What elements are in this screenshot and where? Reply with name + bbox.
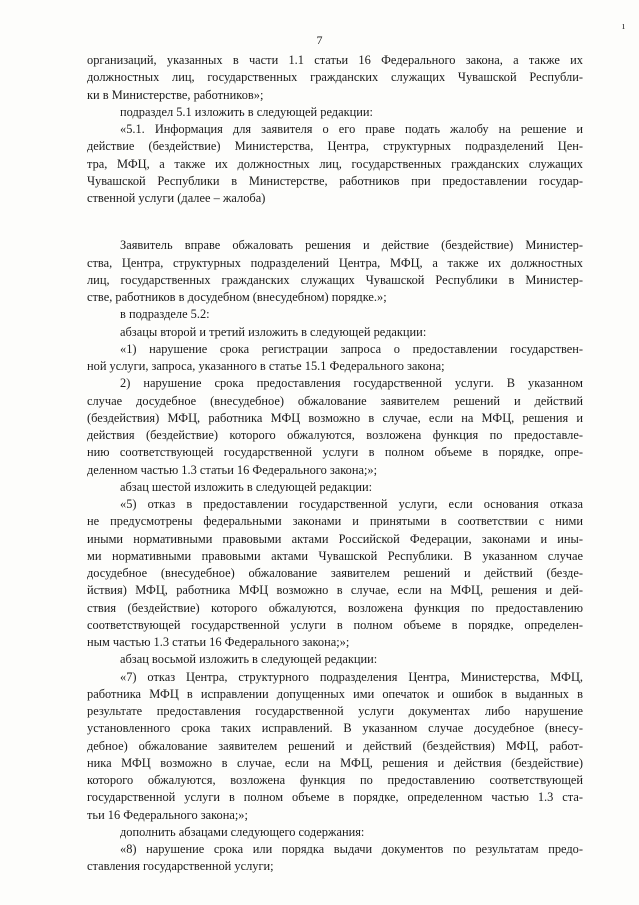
- text-line: 2) нарушение срока предоставления государственной услуги. В указанном: [120, 376, 583, 391]
- text-line: ной услуги, запроса, указанного в статье 15.1 Федерального закона;: [87, 359, 445, 373]
- page-number: 7: [316, 33, 323, 47]
- paragraph-gap: [87, 207, 583, 237]
- text-line: тьи 16 Федерального закона;»;: [87, 807, 248, 822]
- text-line: ственной услуги (далее – жалоба): [87, 191, 266, 205]
- corner-mark: ı: [621, 20, 625, 32]
- text-line: иными нормативными правовыми актами Российской Федерации, законами и ины-: [87, 531, 583, 546]
- text-line: «8) нарушение срока или порядка выдачи документов по результатам предо-: [120, 842, 583, 856]
- text-line: подраздел 5.1 изложить в следующей редакции:: [120, 104, 373, 119]
- text-line: абзацы второй и третий изложить в следующей редакции:: [120, 324, 427, 339]
- text-line: дебное) обжалование заявителем решений и действий (бездействия) МФЦ, работ-: [87, 738, 583, 753]
- text-line: Чувашской Республики в Министерстве, работников при предоставлении государ-: [87, 173, 583, 188]
- text-line: ника МФЦ возможно в случае, если на МФЦ, решения и действия (бездействие): [87, 755, 583, 770]
- text-line: абзац восьмой изложить в следующей редакции:: [120, 652, 378, 667]
- text-line: лиц, государственных гражданских служащих Чувашской Республики в Министер-: [87, 272, 583, 287]
- text-line: ставления государственной услуги;: [87, 859, 274, 874]
- text-line: ным частью 1.3 статьи 16 Федерального закона;»;: [87, 635, 350, 649]
- text-line: ми нормативными правовыми актами Чувашской Республики. В указанном случае: [87, 548, 583, 563]
- text-line: «7) отказ Центра, структурного подразделения Центра, Министерства, МФЦ,: [120, 669, 583, 684]
- text-line: тра, МФЦ, а также их должностных лиц, государственных гражданских служащих: [87, 156, 583, 171]
- text-line: дополнить абзацами следующего содержания:: [120, 824, 365, 839]
- text-line: «5.1. Информация для заявителя о его праве подать жалобу на решение и: [120, 122, 583, 136]
- text-line: случае досудебное (внесудебное) обжалование заявителем решений и действий: [87, 393, 583, 408]
- text-line: «1) нарушение срока регистрации запроса о предоставлении государствен-: [120, 341, 583, 356]
- text-line: которого обжалуются, возложена функция по предоставлению соответствующей: [87, 773, 583, 787]
- text-line: государственной услуги в полном объеме в порядке, определенном частью 1.3 ста-: [87, 790, 583, 805]
- text-line: организаций, указанных в части 1.1 статьи 16 Федерального закона, а также их: [87, 53, 583, 67]
- text-line: не предусмотрены федеральными законами и принятыми в соответствии с ними: [87, 514, 583, 529]
- text-line: ствия (бездействие) которого обжалуются, возложена функция по предоставлению: [87, 600, 583, 615]
- text-line: действие (бездействие) Министерства, Центра, структурных подразделений Цен-: [87, 139, 583, 154]
- text-line: абзац шестой изложить в следующей редакции:: [120, 479, 373, 494]
- document-body: [87, 52, 583, 876]
- text-line: установленного срока таких исправлений. В указанном случае досудебное (внесу-: [87, 721, 583, 736]
- text-line: стве, работников в досудебном (внесудебном) порядке.»;: [87, 290, 387, 304]
- text-line: результате предоставления государственной услуги документах либо нарушение: [87, 704, 583, 718]
- text-line: деленном частью 1.3 статьи 16 Федерального закона;»;: [87, 462, 378, 477]
- text-line: йствия) МФЦ, работника МФЦ возможно в случае, если на МФЦ, решения и дей-: [87, 583, 583, 598]
- text-line: работника МФЦ в исправлении допущенных ими опечаток и ошибок в выданных в: [87, 686, 583, 701]
- text-line: «5) отказ в предоставлении государственной услуги, если основания отказа: [120, 497, 583, 511]
- text-line: нию соответствующей государственной услуги в полном объеме в порядке, опре-: [87, 445, 583, 460]
- text-line: ки в Министерстве, работников»;: [87, 87, 264, 102]
- text-line: действия (бездействие) которого обжалуются, возложена функция по предоставле-: [87, 428, 583, 442]
- text-line: ства, Центра, структурных подразделений Центра, МФЦ, а также их должностных: [87, 255, 583, 270]
- text-line: досудебное (внесудебное) обжалование заявителем решений и действий (безде-: [87, 566, 583, 580]
- text-line: (бездействия) МФЦ, работника МФЦ возможно в случае, если на МФЦ, решения и: [87, 410, 583, 425]
- text-line: Заявитель вправе обжаловать решения и действие (бездействие) Министер-: [120, 238, 583, 253]
- text-line: соответствующей государственной услуги в полном объеме в порядке, определен-: [87, 617, 583, 632]
- text-line: в подразделе 5.2:: [120, 307, 210, 322]
- text-line: должностных лиц, государственных гражданских служащих Чувашской Республи-: [87, 70, 583, 85]
